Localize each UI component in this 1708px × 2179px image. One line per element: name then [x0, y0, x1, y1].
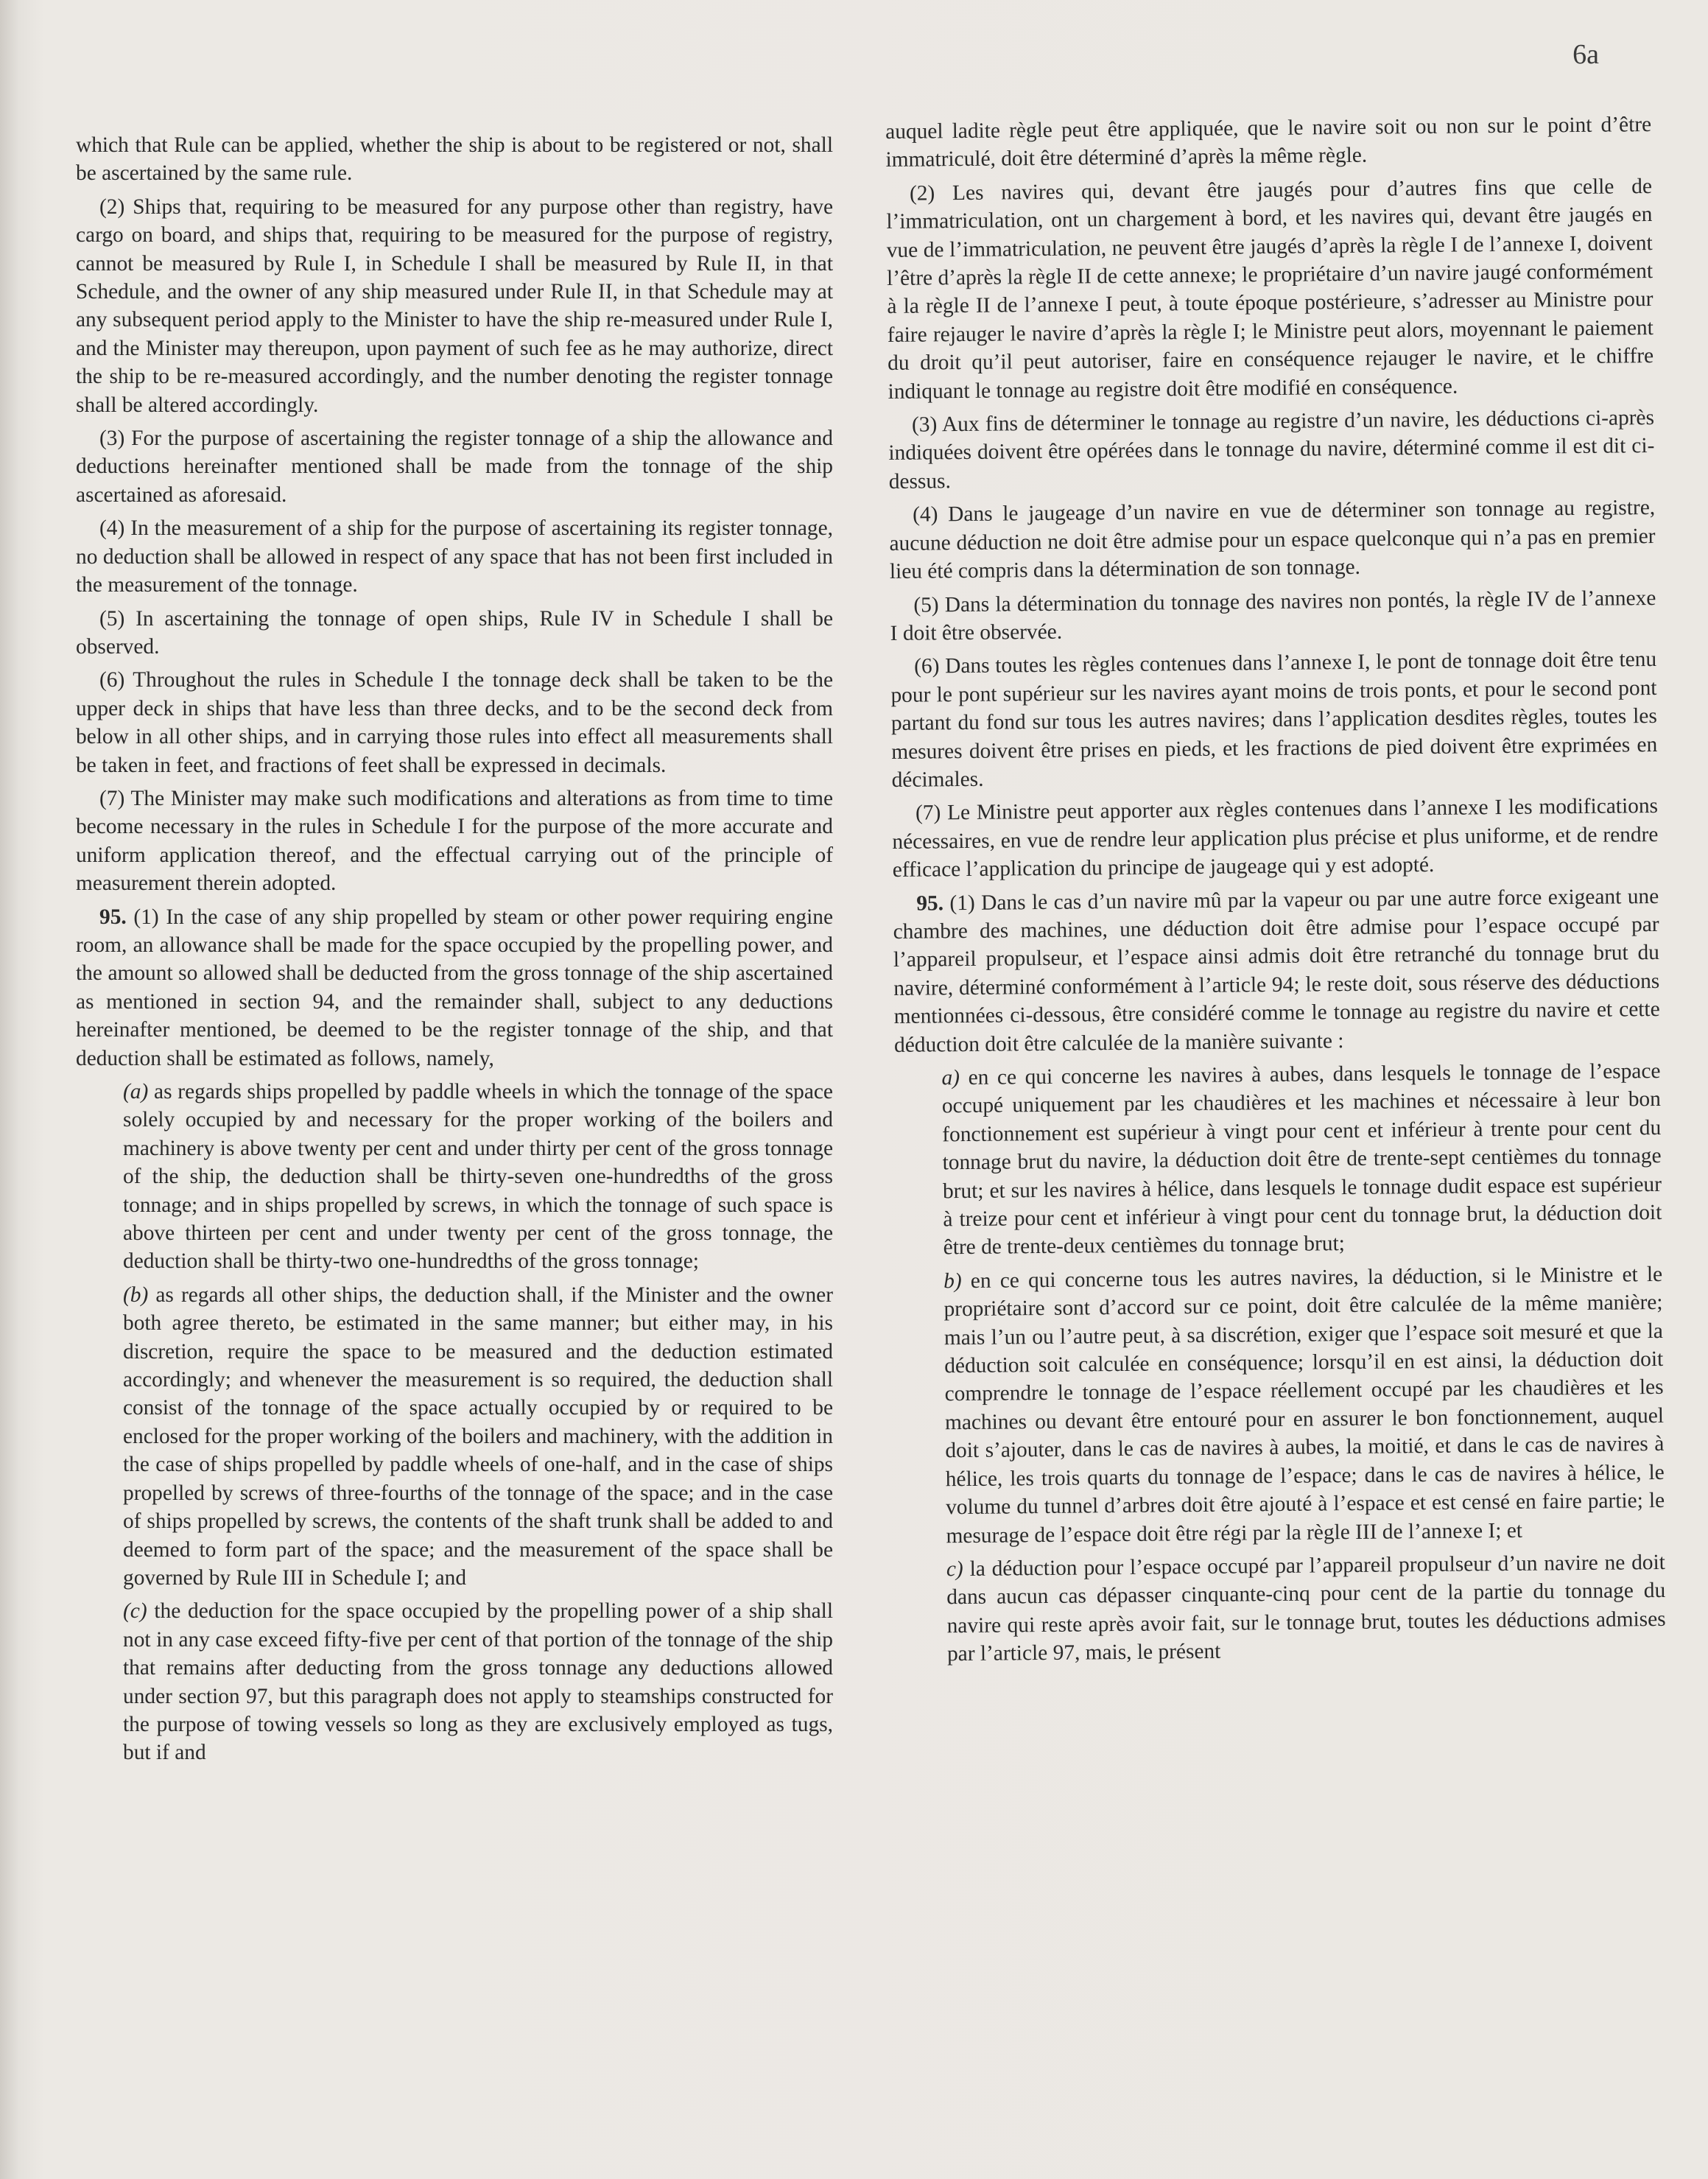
en-subsection-7: (7) The Minister may make such modifications and alterations as from time to time become necessary in the rules in Schedule I for the purpose of the more accurate and uniform application thereof, and the effectual carrying out of the principle of measurement therein adopted.: [76, 786, 833, 896]
fr-subsection-3: (3) Aux fins de déterminer le tonnage au registre d’un navire, les déductions ci-après indiquées doivent être opérées dans le tonnage du navire, déterminé comme il est dit ci-dessus.: [888, 406, 1655, 494]
fr-section-95-text: (1) Dans le cas d’un navire mû par la vapeur ou par une autre force exigeant une chambre des machines, une déduction doit être admise pour l’espace occupé par l’appareil propulseur, et l’espace ainsi admis doit être retranché du tonnage brut du navire, déterminé conformément à l’article 94; le reste doit, sous réserve des déductions mentionnées ci-dessous, être considéré comme le tonnage au registre du navire et cette déduction doit être calculée de la manière suivante :: [893, 884, 1660, 1057]
fr-paragraph-b-text: en ce qui concerne tous les autres navires, la déduction, si le Ministre et le propriétaire sont d’accord sur ce point, doit être calculée de la même manière; mais l’un ou l’autre peut, à sa discrétion, exiger que l’espace soit mesuré et que la déduction soit calculée en conséquence; lorsqu’il en est ainsi, la déduction doit comprendre le tonnage de l’espace réellement occupé par les chaudières et les machines ou devant être entouré pour en assurer le bon fonctionnement, auquel doit s’ajouter, dans le cas de navires à aubes, la moitié, et dans le cas de navires à hélice, les trois quarts du tonnage de l’espace; dans le cas de navires à hélice, le volume du tunnel d’arbres doit être ajouté à l’espace et est censé en faire partie; le mesurage de l’espace doit être régi par la règle III de l’annexe I; et: [943, 1262, 1665, 1548]
english-column: [76, 131, 833, 1772]
fr-paragraph-a-label: a): [941, 1066, 960, 1090]
fr-continuation-paragraph: auquel ladite règle peut être appliquée, que le navire soit ou non sur le point d’être immatriculé, doit être déterminé d’après la même règle.: [885, 113, 1652, 172]
fr-subsection-7: (7) Le Ministre peut apporter aux règles contenues dans l’annexe I les modifications nécessaires, en vue de rendre leur application plus précise et plus uniforme, et de rendre efficace l’application du principe de jaugeage qui y est adopté.: [892, 794, 1659, 883]
en-subsection-3: (3) For the purpose of ascertaining the register tonnage of a ship the allowance and deductions hereinafter mentioned shall be made from the tonnage of the ship ascertained as aforesaid.: [76, 427, 833, 507]
fr-paragraph-c-text: la déduction pour l’espace occupé par l’appareil propulseur d’un navire ne doit dans aucun cas dépasser cinquante-cinq pour cent de la partie du tonnage du navire qui reste après avoir fait, sur le tonnage brut, toutes les déductions admises par l’article 97, mais, le présent: [946, 1550, 1666, 1666]
en-paragraph-c-label: (c): [123, 1599, 147, 1624]
en-section-95: [76, 903, 833, 1073]
en-section-95-number: 95.: [99, 905, 127, 929]
en-paragraph-c-text: the deduction for the space occupied by the propelling power of a ship shall not in any case exceed fifty-five per cent of that portion of the tonnage of the ship that remains after deducting from the gross tonnage any deductions allowed under section 97, but this paragraph does not apply to steamships constructed for the purpose of towing vessels so long as they are exclusively employed as tugs, but if and: [123, 1599, 833, 1765]
en-section-95-text: (1) In the case of any ship propelled by steam or other power requiring engine room, an allowance shall be made for the space occupied by the propelling power, and the amount so allowed shall be deducted from the gross tonnage of the ship ascertained as mentioned in section 94, and the remainder shall, subject to any deductions hereinafter mentioned, be deemed to be the register tonnage of the ship, and that deduction shall be estimated as follows, namely,: [76, 905, 833, 1070]
en-paragraph-b-label: (b): [123, 1283, 149, 1307]
en-continuation-paragraph: which that Rule can be applied, whether the ship is about to be registered or not, shall be ascertained by the same rule.: [76, 133, 833, 186]
french-column: [885, 110, 1666, 1674]
fr-subsection-2: (2) Les navires qui, devant être jaugés pour d’autres fins que celle de l’immatriculation, ont un chargement à bord, et les navires qui, devant être jaugés en vue de l’immatriculation, ne peuvent être jaugés d’après la règle I de l’annexe I, doivent l’être d’après la règle II de cette annexe; le propriétaire d’un navire jaugé conformément à la règle II de l’annexe I peut, à toute époque postérieure, s’adresser au Ministre pour faire rejauger le navire d’après la règle I; le Ministre peut alors, moyennant le paiement du droit qu’il peut autoriser, faire en conséquence rejauger le navire, et le chiffre indiquant le tonnage au registre doit être modifié en conséquence.: [886, 174, 1654, 404]
en-paragraph-a-label: (a): [123, 1080, 149, 1103]
fr-paragraph-b: [943, 1260, 1665, 1550]
fr-subsection-6: (6) Dans toutes les règles contenues dans l’annexe I, le pont de tonnage doit être tenu pour le pont supérieur sur les navires ayant moins de trois ponts, et pour le second pont partant du fond sur tous les autres navires; dans l’application desdites règles, toutes les mesures doivent être prises en pieds, et les fractions de pied doivent être exprimées en décimales.: [890, 648, 1658, 792]
en-paragraph-b-text: as regards all other ships, the deduction shall, if the Minister and the owner both agree thereto, be estimated in the same manner; but either may, in his discretion, require the space to be measured and the deduction estimated accordingly; and whenever the measurement is so required, the deduction shall consist of the tonnage of the space actually occupied by or required to be enclosed for the proper working of the boilers and machinery, with the addition in the case of ships propelled by paddle wheels of one-half, and in the case of ships propelled by screws of three-fourths of the tonnage of the space; and in the case of ships propelled by screws, the contents of the shaft trunk shall be added to and deemed to form part of the space; and the measurement of the space shall be governed by Rule III in Schedule I; and: [123, 1283, 833, 1590]
fr-paragraph-c-label: c): [946, 1557, 963, 1582]
en-paragraph-a-text: as regards ships propelled by paddle wheels in which the tonnage of the space solely occupied by and necessary for the proper working of the boilers and machinery is above twenty per cent and under thirty per cent of the gross tonnage of the ship, the deduction shall be thirty-seven one-hundredths of the gross tonnage; and in ships propelled by screws, in which the tonnage of such space is above thirteen per cent and under twenty per cent of the gross tonnage, the deduction shall be thirty-two one-hundredths of the gross tonnage;: [123, 1080, 833, 1274]
fr-paragraph-a-text: en ce qui concerne les navires à aubes, dans lesquels le tonnage de l’espace occupé uniquement par les chaudières et les machines et nécessaire à leur bon fonctionnement est supérieur à vingt pour cent et inférieur à trente pour cent du tonnage brut du navire, la déduction doit être de trente-sept centièmes du tonnage brut; et sur les navires à hélice, dans lesquels le tonnage dudit espace est supérieur à treize pour cent et inférieur à vingt pour cent du tonnage brut, la déduction doit être de trente-deux centièmes du tonnage brut;: [941, 1059, 1662, 1260]
en-subsection-4: (4) In the measurement of a ship for the purpose of ascertaining its register tonnage, no deduction shall be allowed in respect of any space that has not been first included in the measurement of the tonnage.: [76, 516, 833, 597]
en-paragraph-c: [123, 1597, 833, 1766]
fr-paragraph-c: [946, 1548, 1666, 1669]
page-number: 6a: [1572, 39, 1599, 70]
en-subsection-6: (6) Throughout the rules in Schedule I the tonnage deck shall be taken to be the upper deck in ships that have less than three decks, and to be the second deck from below in all other ships, and in carrying those rules into effect all measurements shall be taken in feet, and fractions of feet shall be expressed in decimals.: [76, 668, 833, 777]
en-paragraph-b: [123, 1281, 833, 1592]
en-subsection-5: (5) In ascertaining the tonnage of open ships, Rule IV in Schedule I shall be observed.: [76, 606, 833, 659]
en-paragraph-a: [123, 1078, 833, 1276]
fr-section-95: [893, 883, 1660, 1059]
en-subsection-2: (2) Ships that, requiring to be measured for any purpose other than registry, have cargo on board, and ships that, requiring to be measured for the purpose of registry, cannot be measured by Rule I, in Schedule I shall be measured by Rule II, in that Schedule, and the owner of any ship measured under Rule II, in that Schedule may at any subsequent period apply to the Minister to have the ship re-measured under Rule I, and the Minister may thereupon, upon payment of such fee as he may authorize, direct the ship to be re-measured accordingly, and the number denoting the register tonnage shall be altered accordingly.: [76, 194, 833, 417]
fr-paragraph-a: [941, 1057, 1662, 1262]
fr-subsection-5: (5) Dans la détermination du tonnage des navires non pontés, la règle IV de l’annexe I doit être observée.: [890, 586, 1656, 645]
fr-subsection-4: (4) Dans le jaugeage d’un navire en vue de déterminer son tonnage au registre, aucune déduction ne doit être admise pour un espace quelconque qui n’a pas en premier lieu été compris dans la détermination de son tonnage.: [889, 496, 1656, 584]
fr-paragraph-b-label: b): [943, 1269, 962, 1294]
fr-section-95-number: 95.: [916, 891, 944, 916]
